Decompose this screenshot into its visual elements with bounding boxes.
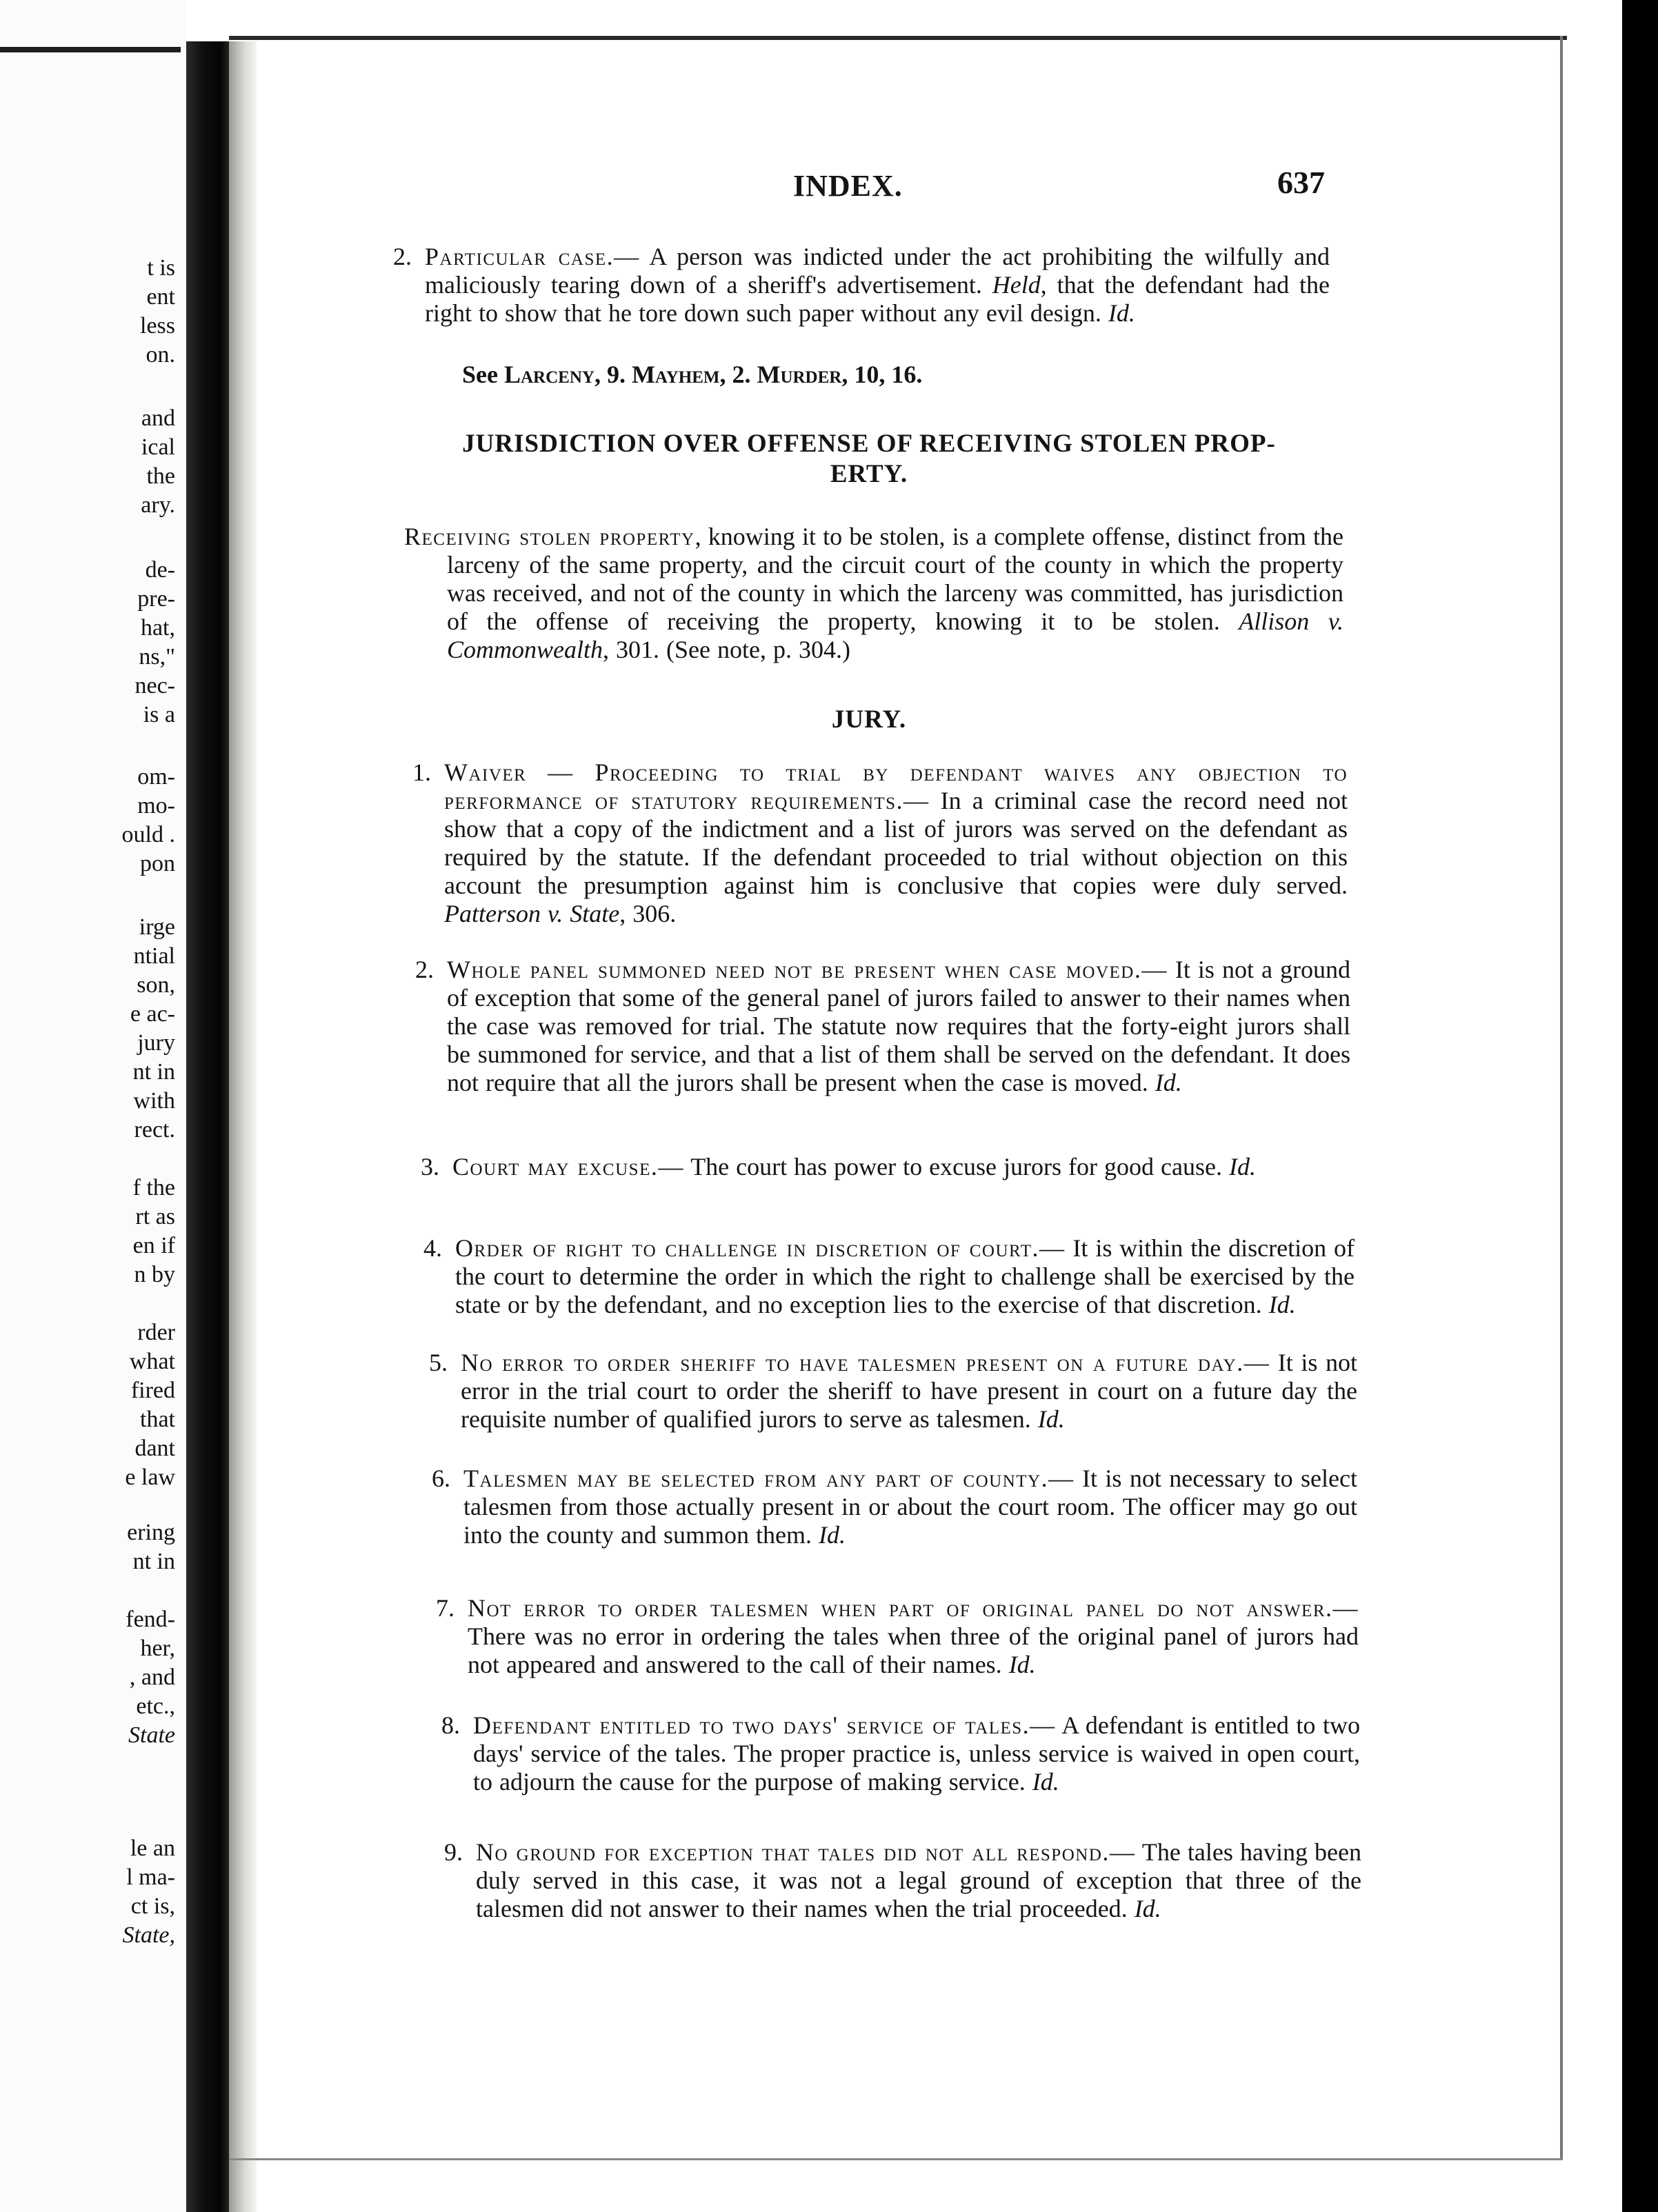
facing-page-fragment: fired: [130, 1378, 175, 1403]
facing-page-fragment: ary.: [141, 492, 175, 518]
jury-entry-3: [421, 1153, 1353, 1181]
facing-page-fragment: f the: [132, 1175, 175, 1200]
facing-page-fragment: nt in: [132, 1059, 175, 1085]
entry-lead: Defendant entitled to two days' service of tales.—: [473, 1711, 1056, 1739]
entry-number: 1.: [412, 758, 431, 786]
jury-entry-8: [441, 1711, 1360, 1796]
facing-page: [0, 0, 186, 2212]
citation: Id.: [1008, 1651, 1036, 1678]
facing-page-fragment: e law: [125, 1465, 175, 1490]
facing-page-fragment: etc.,: [136, 1693, 175, 1719]
facing-page-fragment: rt as: [135, 1204, 175, 1229]
cross-ref-murder: Murder: [757, 361, 842, 388]
facing-page-fragment: fend-: [126, 1607, 175, 1632]
cross-ref-larceny-num: , 9.: [594, 361, 632, 388]
facing-page-fragment: e ac-: [130, 1001, 175, 1027]
facing-page-fragment: is a: [143, 702, 175, 727]
binding-gutter: [186, 41, 229, 2212]
facing-page-fragment: rect.: [134, 1117, 175, 1143]
citation: Id.: [818, 1521, 846, 1549]
cross-ref-larceny: Larceny: [503, 361, 595, 388]
entry-lead: Receiving stolen property: [404, 523, 695, 550]
entry-body: In a criminal case the record need not show that a copy of the indictment and a list of jurors was served on the defendant as required by the statute. If the defendant proceeded to trial without objection on this account the presumption against him is conclusive that copies were duly served.: [444, 787, 1348, 899]
facing-page-fragment: what: [129, 1349, 175, 1374]
page-right-edge: [1560, 36, 1563, 2160]
facing-page-fragment: om-: [137, 764, 175, 790]
entry-lead: Particular case.—: [425, 243, 640, 270]
held-word: Held: [992, 271, 1041, 299]
heading-line-2: ERTY.: [830, 460, 908, 488]
facing-page-fragment: en if: [132, 1233, 175, 1258]
facing-page-fragment: , and: [129, 1665, 175, 1690]
entry-body: The tales having been duly served in this case, it was not a legal ground of exception that three of the talesmen did not answer to their names when the trial proceeded.: [476, 1838, 1361, 1922]
facing-page-fragment: hat,: [140, 615, 175, 641]
facing-page-fragment: pre-: [137, 586, 175, 612]
entry-number: 6.: [432, 1465, 450, 1492]
facing-page-fragment: State: [128, 1722, 175, 1748]
facing-page-fragment: son,: [137, 972, 175, 998]
jury-entry-5: [429, 1349, 1357, 1434]
entry-body: It is within the discretion of the court to determine the order in which the right to challenge shall be exercised by the state or by the defendant, and no exception lies to the exercise of that discretion.: [455, 1234, 1355, 1318]
citation: Id.: [1134, 1895, 1161, 1922]
facing-page-fragment: dant: [134, 1436, 175, 1461]
facing-page-fragment: ering: [127, 1520, 175, 1545]
citation: Id.: [1032, 1768, 1059, 1796]
page-bottom-edge: [229, 2158, 1563, 2160]
entry-tail: , 301. (See note, p. 304.): [603, 636, 850, 663]
running-head: INDEX.: [793, 169, 903, 203]
facing-page-fragment: le an: [130, 1836, 175, 1861]
jury-entry-6: [432, 1465, 1357, 1549]
facing-page-fragment: ould .: [121, 822, 175, 847]
citation: Id.: [1037, 1405, 1065, 1433]
cross-ref-mayhem: Mayhem: [631, 361, 720, 388]
entry-number: 4.: [423, 1234, 442, 1262]
facing-page-fragment: nt in: [132, 1549, 175, 1574]
facing-page-fragment: pon: [140, 851, 175, 876]
citation: Allison v. Commonwealth: [447, 607, 1344, 663]
entry-lead: No ground for exception that tales did not all respond.—: [476, 1838, 1136, 1866]
entry-body: The court has power to excuse jurors for good cause.: [683, 1153, 1229, 1180]
entry-lead: Whole panel summoned need not be present when case moved.—: [447, 956, 1168, 983]
entry-number: 8.: [441, 1711, 460, 1739]
page-top-edge: [229, 36, 1567, 40]
entry-lead: Order of right to challenge in discretion of court.—: [455, 1234, 1066, 1262]
facing-page-fragment: her,: [140, 1636, 175, 1661]
facing-page-fragment: nec-: [134, 673, 175, 698]
entry-number: 7.: [436, 1594, 455, 1622]
jury-entry-1: [412, 758, 1348, 928]
section-heading-jurisdiction: [393, 429, 1345, 490]
facing-page-fragment: with: [133, 1088, 175, 1114]
facing-page-fragment: l ma-: [126, 1864, 175, 1890]
facing-page-fragment: ical: [141, 434, 175, 460]
cross-ref-mayhem-num: , 2.: [719, 361, 757, 388]
facing-page-fragment: jury: [137, 1030, 175, 1056]
entry-lead: Court may excuse.—: [452, 1153, 684, 1180]
facing-page-fragment: that: [140, 1407, 175, 1432]
gutter-shadow: [229, 41, 257, 2212]
facing-page-fragment: ct is,: [130, 1893, 175, 1919]
scan-border: [1622, 0, 1658, 2212]
entry-particular-case: [393, 243, 1330, 328]
entry-body: , knowing it to be stolen, is a complete offense, distinct from the larceny of the same property, and the circuit court of the county in which the property was received, and not of the county in which the larceny was committed, has jurisdiction of the offense of receiving the property, knowing it to be stolen.: [447, 523, 1344, 635]
citation: Patterson v. State: [444, 900, 620, 927]
entry-receiving-stolen-property: [404, 523, 1344, 664]
facing-page-fragment: t is: [147, 255, 175, 281]
facing-page-fragment: ns,": [139, 644, 175, 670]
jury-entry-7: [436, 1594, 1359, 1679]
section-heading-jury: JURY.: [831, 705, 907, 734]
entry-number: 9.: [444, 1838, 463, 1866]
facing-page-fragment: de-: [145, 557, 175, 583]
see-word: See: [462, 361, 504, 388]
page-number: 637: [1277, 165, 1325, 200]
entry-number: 5.: [429, 1349, 448, 1376]
facing-page-fragment: the: [146, 463, 175, 489]
facing-page-fragment: ent: [146, 284, 175, 310]
citation: Id.: [1108, 299, 1135, 327]
facing-page-fragment: n by: [134, 1262, 175, 1287]
jury-entry-9: [444, 1838, 1361, 1923]
entry-body: There was no error in ordering the tales when three of the original panel of jurors had not appeared and answered to the call of their names.: [468, 1622, 1359, 1678]
cross-ref-murder-num: , 10, 16.: [841, 361, 923, 388]
entry-body: A person was indicted under the act prohibiting the wilfully and maliciously tearing down of a sheriff's advertisement.: [425, 243, 1330, 299]
facing-page-fragment: less: [140, 313, 175, 339]
entry-body: A defendant is entitled to two days' service of the tales. The proper practice is, unless service is waived in open court, to adjourn the cause for the purpose of making service.: [473, 1711, 1360, 1796]
entry-lead: No error to order sheriff to have talesmen present on a future day.—: [461, 1349, 1270, 1376]
cross-reference-line: [462, 360, 922, 389]
entry-number: 2.: [393, 243, 412, 270]
heading-line-1: JURISDICTION OVER OFFENSE OF RECEIVING STOLEN PROP-: [462, 430, 1276, 458]
entry-number: 2.: [415, 956, 434, 983]
facing-page-fragment: rder: [137, 1320, 175, 1345]
citation: Id.: [1228, 1153, 1256, 1180]
citation: Id.: [1268, 1291, 1296, 1318]
entry-body-continued: , that the defendant had the right to show that he tore down such paper without any evil design.: [425, 271, 1330, 327]
entry-lead: Not error to order talesmen when part of original panel do not answer.—: [468, 1594, 1359, 1622]
facing-page-top-rule: [0, 47, 181, 52]
jury-entry-4: [423, 1234, 1355, 1319]
jury-entry-2: [415, 956, 1350, 1097]
entry-lead: Talesmen may be selected from any part of county.—: [463, 1465, 1075, 1492]
facing-page-fragment: State,: [122, 1922, 175, 1948]
facing-page-fragment: irge: [139, 914, 175, 940]
entry-body: It is not a ground of exception that some of the general panel of jurors failed to answer to their names when the case was removed for trial. The statute now requires that the forty-eight jurors shall be summoned for service, and that a list of them shall be served on the defendant. It does not require that all the jurors shall be present when the case is moved.: [447, 956, 1350, 1096]
entry-body: It is not error in the trial court to order the sheriff to have present in court on a future day the requisite number of qualified jurors to serve as talesmen.: [461, 1349, 1357, 1433]
entry-lead: Waiver — Proceeding to trial by defendant waives any objection to performance of statutory requirements.—: [444, 758, 1348, 814]
facing-page-fragment: and: [141, 405, 175, 431]
citation: Id.: [1155, 1069, 1182, 1096]
facing-page-fragment: ntial: [133, 943, 175, 969]
entry-body: It is not necessary to select talesmen from those actually present in or about the court room. The officer may go out into the county and summon them.: [463, 1465, 1357, 1549]
entry-number: 3.: [421, 1153, 439, 1180]
facing-page-fragment: mo-: [137, 793, 175, 818]
facing-page-fragment: on.: [146, 342, 175, 368]
entry-tail: , 306.: [619, 900, 677, 927]
